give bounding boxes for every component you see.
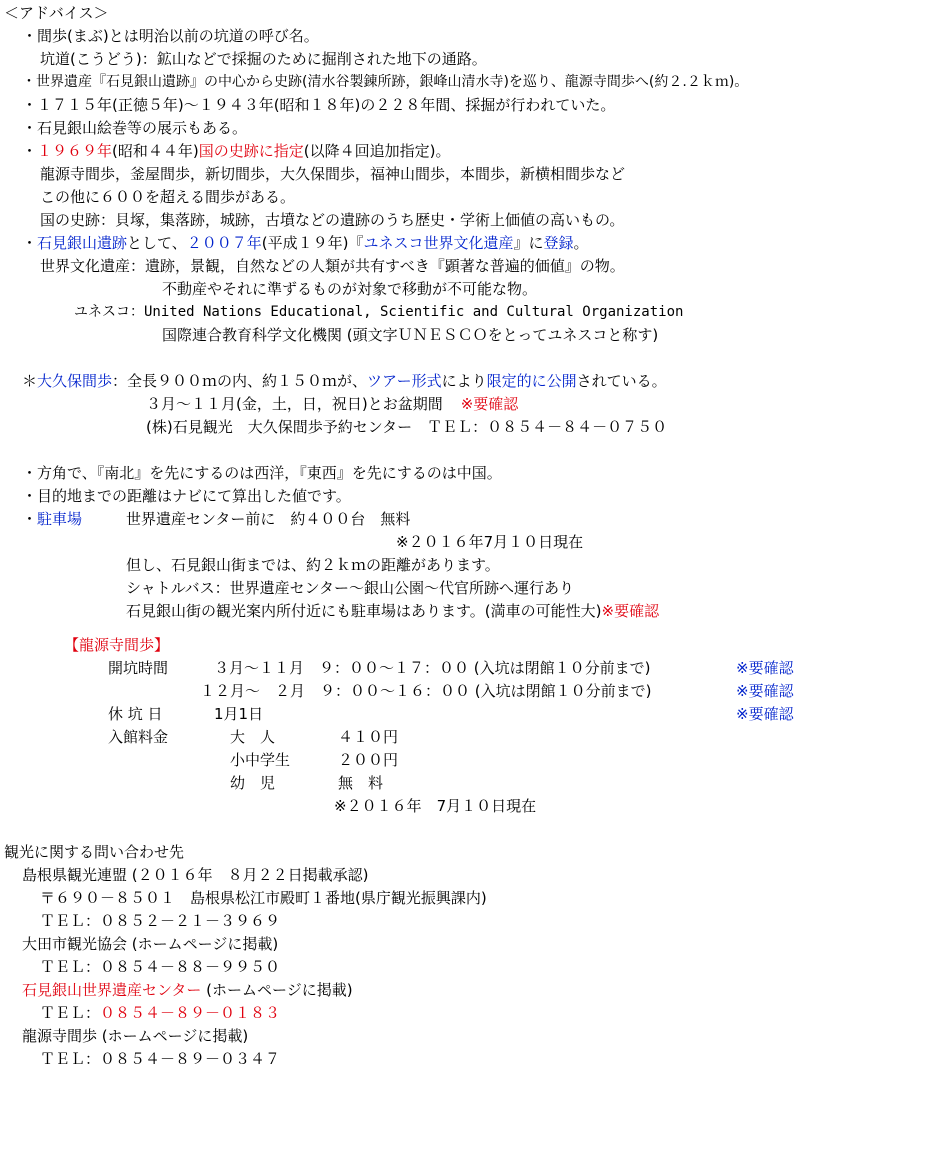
contacts-title: 観光に関する問い合わせ先: [4, 843, 185, 861]
heritage-label: ユネスコ世界文化遺産: [363, 234, 514, 252]
closed-label: 休 坑 日: [108, 705, 163, 723]
fee-who: 幼 児: [230, 774, 276, 792]
contact-name: 大田市観光協会 (ホームページに掲載): [22, 935, 279, 953]
contact-tel: ＴＥＬ：０８５４－８９－０３４７: [40, 1050, 281, 1068]
parking-info: 世界遺産センター前に 約４００台 無料: [126, 510, 411, 528]
okubo-name: 大久保間歩: [37, 372, 113, 390]
registration-era: (平成１９年)『: [261, 234, 364, 252]
world-heritage-definition-2: 不動産やそれに準ずるものが対象で移動が不可能な物。: [162, 280, 538, 298]
contact-tel: ＴＥＬ：０８５４－８８－９９５０: [40, 958, 281, 976]
connector-text: 』に: [513, 234, 544, 252]
okubo-schedule-line: [146, 393, 518, 416]
registration-year: ２００７年: [186, 234, 262, 252]
historic-site-line: [22, 140, 450, 163]
parking-note-1: 但し、石見銀山街までは、約２ｋｍの距離があります。: [126, 556, 500, 574]
limited-label: 限定的に公開: [486, 372, 577, 390]
hours-1: ３月～１１月 ９：００～１７：００ (入坑は閉館１０分前まで): [214, 659, 651, 677]
designation-label: 国の史跡に指定: [198, 142, 304, 160]
fee-who: 小中学生: [230, 751, 291, 769]
contact-tel-line: [40, 1002, 280, 1025]
mabu-list: 龍源寺間歩，釜屋間歩，新切間歩，大久保間歩，福神山間歩，本間歩，新横相間歩など: [40, 165, 626, 183]
contact-tel: ＴＥＬ：０８５２－２１－３９６９: [40, 912, 281, 930]
hours-2: １２月～ ２月 ９：００～１６：００ (入坑は閉館１０分前まで): [200, 682, 652, 700]
historic-site-definition: 国の史跡：貝塚，集落跡，城跡，古墳などの遺跡のうち歴史・学術上価値の高いもの。: [40, 211, 625, 229]
contact-address: 〒６９０－８５０１ 島根県松江市殿町１番地(県庁観光振興課内): [40, 889, 487, 907]
route-note: ・世界遺産『石見銀山遺跡』の中心から史跡(清水谷製錬所跡，銀峰山清水寺)を巡り、龍源寺間歩へ(約２.２ｋｍ)。: [22, 74, 749, 90]
contact-tel-number: ０８５４－８９－０１８３: [100, 1004, 281, 1022]
unesco-line: [22, 232, 589, 255]
contact-name: 龍源寺間歩 (ホームページに掲載): [22, 1027, 249, 1045]
ryugenji-title: 【龍源寺間歩】: [64, 636, 170, 654]
mining-period: ・１７１５年(正徳５年)～１９４３年(昭和１８年)の２２８年間、採掘が行われていた。: [22, 96, 616, 114]
fee-who: 大 人: [230, 728, 276, 746]
registered-label: 登録: [543, 234, 574, 252]
designation-note: (以降４回追加指定)。: [303, 142, 451, 160]
parking-label: 駐車場: [37, 510, 83, 528]
distance-note: ・目的地までの距離はナビにて算出した値です。: [22, 487, 351, 505]
designation-era: (昭和４４年): [112, 142, 199, 160]
confirm-note: ※要確認: [736, 705, 794, 723]
direction-note: ・方角で、『南北』を先にするのは西洋，『東西』を先にするのは中国。: [22, 464, 502, 482]
world-heritage-definition: 世界文化遺産：遺跡，景観，自然などの人類が共有すべき『顕著な普遍的価値』の物。: [40, 257, 625, 275]
hours-label: 開坑時間: [108, 659, 169, 677]
okubo-desc: されている。: [576, 372, 667, 390]
bullet: ・: [22, 510, 38, 528]
unesco-definition: ユネスコ：United Nations Educational, Scientific and Cultural Organization: [74, 304, 684, 320]
contact-name-rest: (ホームページに掲載): [201, 981, 353, 999]
fee-price: ２００円: [338, 751, 399, 769]
fee-as-of: ※２０１６年 7月１０日現在: [334, 797, 537, 815]
designation-year: １９６９年: [37, 142, 113, 160]
fee-price: ４１０円: [338, 728, 399, 746]
contact-name: 島根県観光連盟 (２０１６年 ８月２２日掲載承認): [22, 866, 369, 884]
heading: ＜アドバイス＞: [4, 4, 109, 22]
parking-note-3: 石見銀山街の観光案内所付近にも駐車場はあります。(満車の可能性大): [126, 602, 602, 620]
contact-name-red: 石見銀山世界遺産センター: [22, 981, 202, 999]
mabu-count: この他に６００を超える間歩がある。: [40, 188, 296, 206]
confirm-note: ※要確認: [736, 682, 794, 700]
parking-note-2: シャトルバス：世界遺産センター～銀山公園～代官所跡へ運行あり: [126, 579, 575, 597]
confirm-note: ※要確認: [460, 395, 519, 413]
okubo-schedule: ３月～１１月(金，土，日，祝日)とお盆期間: [146, 395, 443, 413]
confirm-note: ※要確認: [601, 602, 660, 620]
exhibit-note: ・石見銀山絵巻等の展示もある。: [22, 119, 248, 137]
star: ＊: [22, 372, 38, 390]
connector-text: 。: [573, 234, 589, 252]
bullet: ・: [22, 142, 38, 160]
parking-note-3-line: [126, 600, 659, 623]
bullet: ・: [22, 234, 38, 252]
closed-day: 1月1日: [214, 705, 264, 723]
fee-price: 無 料: [338, 774, 384, 792]
tour-label: ツアー形式: [367, 372, 442, 390]
okubo-reservation: (株)石見観光 大久保間歩予約センター ＴＥＬ：０８５４－８４－０７５０: [146, 418, 668, 436]
parking-line: [22, 508, 82, 531]
tunnel-definition: 坑道(こうどう)：鉱山などで採掘のために掘削された地下の通路。: [40, 50, 487, 68]
fee-label: 入館料金: [108, 728, 169, 746]
site-name: 石見銀山遺跡: [37, 234, 128, 252]
mabu-definition: ・間歩(まぶ)とは明治以前の坑道の呼び名。: [22, 27, 319, 45]
okubo-desc: により: [441, 372, 487, 390]
contact-name-line: [22, 979, 353, 1002]
okubo-desc: ：全長９００ｍの内、約１５０ｍが、: [112, 372, 368, 390]
okubo-line: [22, 370, 667, 393]
confirm-note: ※要確認: [736, 659, 794, 677]
parking-as-of: ※２０１６年7月１０日現在: [396, 533, 584, 551]
contact-tel-label: ＴＥＬ：: [40, 1004, 101, 1022]
unesco-definition-2: 国際連合教育科学文化機関 (頭文字ＵＮＥＳＣＯをとってユネスコと称す): [162, 326, 659, 344]
connector-text: として、: [127, 234, 187, 252]
